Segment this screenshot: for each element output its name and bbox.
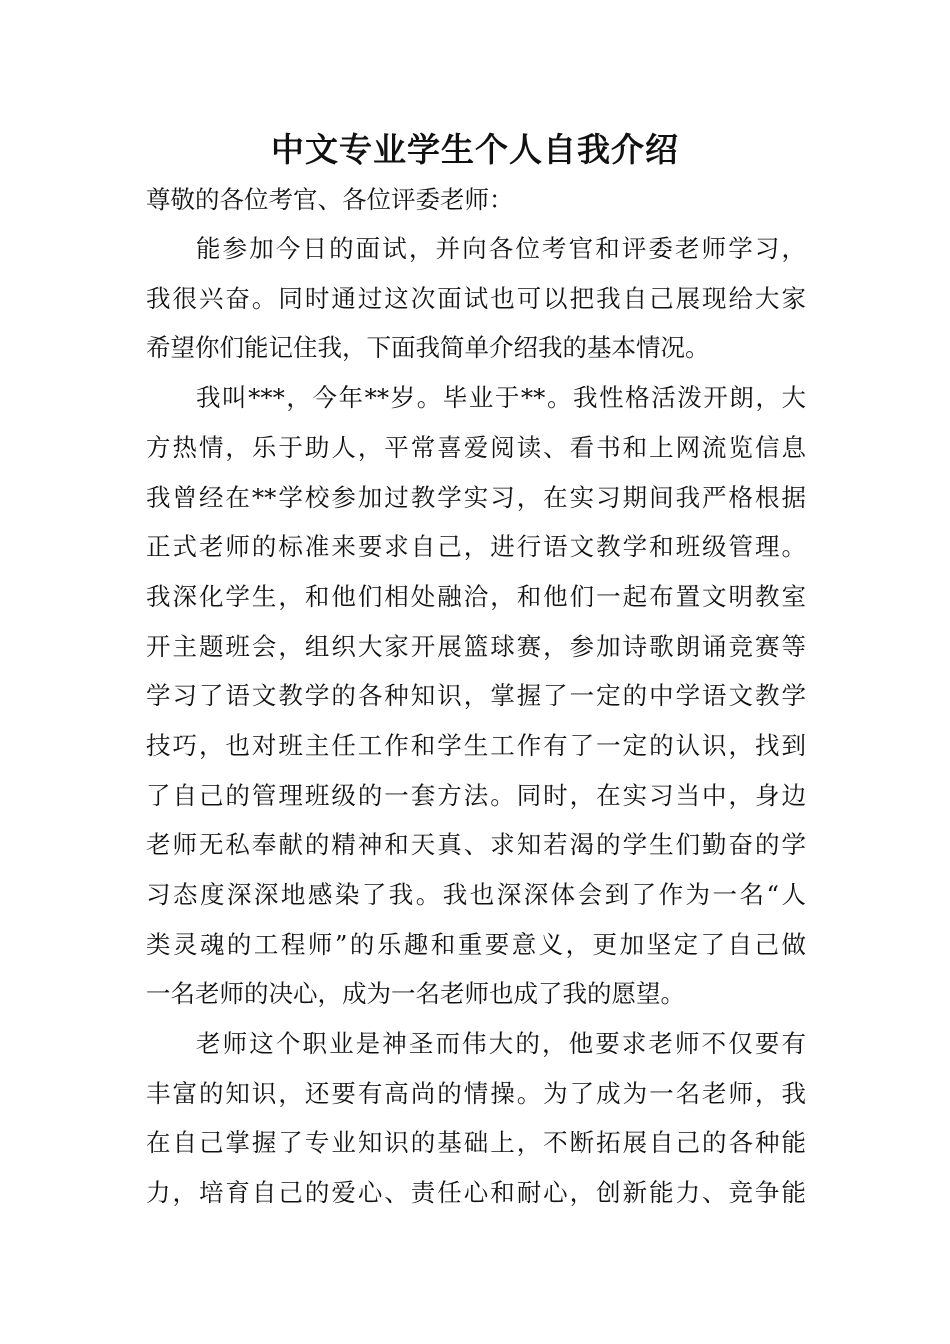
paragraph-line: 我曾经在**学校参加过教学实习，在实习期间我严格根据: [146, 483, 806, 512]
document-title: 中文专业学生个人自我介绍: [271, 130, 679, 169]
paragraph-line: 在自己掌握了专业知识的基础上，不断拓展自己的各种能: [146, 1128, 806, 1157]
paragraph-line: 技巧，也对班主任工作和学生工作有了一定的认识，找到: [146, 731, 806, 760]
paragraph-line: 了自己的管理班级的一套方法。同时，在实习当中，身边: [146, 781, 806, 810]
paragraph-line: 我叫***，今年**岁。毕业于**。我性格活泼开朗，大: [196, 383, 806, 412]
paragraph-line: 能参加今日的面试，并向各位考官和评委老师学习，: [196, 234, 806, 263]
paragraph-line: 学习了语文教学的各种知识，掌握了一定的中学语文教学: [146, 681, 806, 710]
paragraph-line: 我深化学生，和他们相处融洽，和他们一起布置文明教室: [146, 582, 806, 611]
paragraph-line: 丰富的知识，还要有高尚的情操。为了成为一名老师，我: [146, 1079, 806, 1108]
paragraph-line: 我很兴奋。同时通过这次面试也可以把我自己展现给大家: [146, 284, 806, 313]
paragraph-line: 力，培育自己的爱心、责任心和耐心，创新能力、竞争能: [146, 1178, 806, 1207]
paragraph-line: 老师这个职业是神圣而伟大的，他要求老师不仅要有: [196, 1029, 806, 1058]
paragraph-line: 习态度深深地感染了我。我也深深体会到了作为一名“人: [146, 880, 806, 909]
paragraph-line: 方热情，乐于助人，平常喜爱阅读、看书和上网流览信息: [146, 433, 806, 462]
paragraph-line: 正式老师的标准来要求自己，进行语文教学和班级管理。: [146, 532, 806, 561]
paragraph-line: 希望你们能记住我，下面我简单介绍我的基本情况。: [146, 333, 710, 362]
paragraph-line: 类灵魂的工程师”的乐趣和重要意义，更加坚定了自己做: [146, 930, 806, 959]
paragraph-line: 一名老师的决心，成为一名老师也成了我的愿望。: [146, 979, 685, 1008]
paragraph-line: 开主题班会，组织大家开展篮球赛，参加诗歌朗诵竞赛等: [146, 632, 806, 661]
paragraph-line: 老师无私奉献的精神和天真、求知若渴的学生们勤奋的学: [146, 830, 806, 859]
greeting-line: 尊敬的各位考官、各位评委老师：: [146, 185, 514, 214]
